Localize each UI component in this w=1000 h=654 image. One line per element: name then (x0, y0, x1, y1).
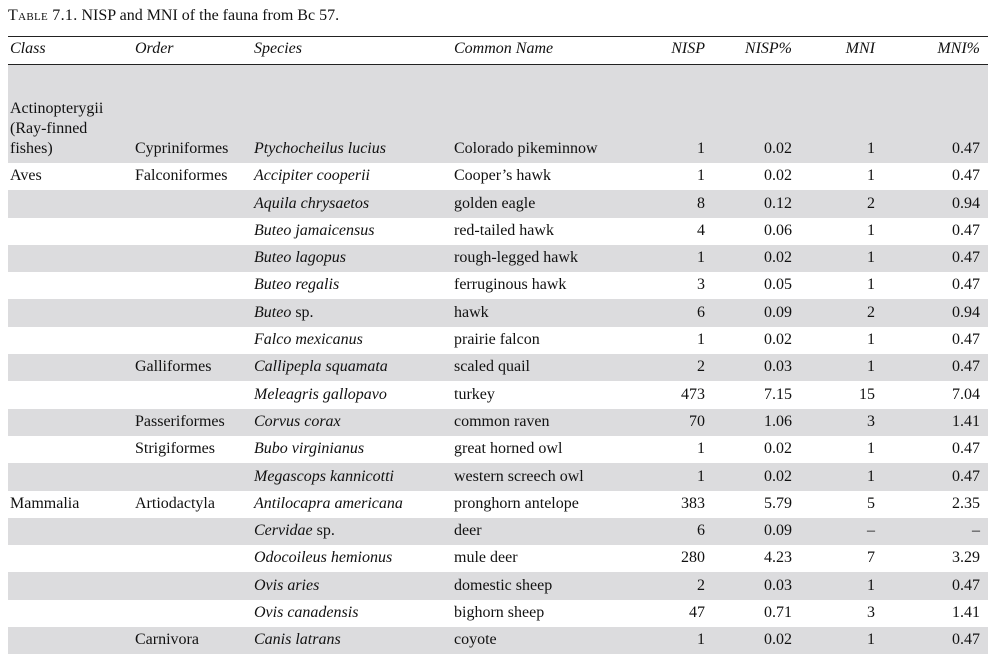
class-cell: Mammalia (10, 494, 80, 512)
nisp-pct-cell: 0.71 (764, 604, 792, 622)
mni-cell: 1 (867, 576, 875, 594)
mni-cell: 2 (867, 194, 875, 212)
table-row (8, 163, 988, 190)
common-name-cell: red-tailed hawk (454, 221, 554, 239)
mni-cell: 1 (867, 221, 875, 239)
header-order: Order (135, 40, 174, 57)
species-name: Antilocapra americana (254, 494, 403, 512)
nisp-cell: 6 (697, 303, 705, 321)
mni-cell: 3 (867, 412, 875, 430)
species-cell (254, 221, 374, 241)
mni-cell: 7 (867, 549, 875, 567)
species-name: Ptychocheilus lucius (254, 140, 386, 157)
common-name-cell: turkey (454, 385, 495, 403)
species-suffix: sp. (312, 522, 335, 540)
mni-pct-cell: 0.47 (952, 631, 980, 649)
header-nisp-pct: NISP% (744, 40, 792, 57)
caption-text: NISP and MNI of the fauna from Bc 57. (81, 7, 340, 24)
species-cell (254, 275, 339, 295)
nisp-cell: 383 (681, 494, 705, 512)
species-suffix: sp. (291, 303, 314, 321)
table-row (8, 381, 988, 408)
mni-pct-cell: 0.47 (952, 440, 980, 458)
class-cell: Aves (10, 167, 42, 185)
species-cell (254, 330, 363, 350)
species-cell (254, 576, 319, 596)
mni-pct-cell: 0.47 (952, 140, 980, 157)
species-cell (254, 521, 335, 541)
header-mni: MNI (845, 40, 875, 57)
species-name: Ovis aries (254, 576, 320, 594)
common-name-cell: Cooper’s hawk (454, 167, 552, 185)
table-row (8, 327, 988, 354)
common-name-cell: great horned owl (454, 440, 563, 458)
table-row (8, 600, 988, 627)
table-row (8, 299, 988, 326)
species-cell (254, 494, 403, 514)
nisp-pct-cell: 4.23 (764, 549, 792, 567)
species-cell (254, 630, 341, 650)
mni-pct-cell: 0.47 (952, 358, 980, 376)
nisp-pct-cell: 0.03 (764, 576, 792, 594)
nisp-pct-cell: 0.02 (764, 631, 792, 649)
nisp-cell: 1 (697, 440, 705, 458)
common-name-cell: domestic sheep (454, 576, 553, 594)
order-cell: Falconiformes (135, 167, 228, 185)
nisp-pct-cell: 0.06 (764, 221, 792, 239)
species-cell (254, 412, 341, 432)
nisp-pct-cell: 0.02 (764, 167, 792, 185)
mni-cell: 5 (867, 494, 875, 512)
nisp-pct-cell: 1.06 (764, 412, 792, 430)
nisp-cell: 1 (697, 631, 705, 649)
species-cell (254, 385, 387, 405)
order-cell: Passeriformes (135, 412, 225, 430)
nisp-cell: 1 (697, 167, 705, 185)
mni-pct-cell: 0.47 (952, 276, 980, 294)
nisp-cell: 6 (697, 522, 705, 540)
nisp-pct-cell: 0.05 (764, 276, 792, 294)
table-row (8, 627, 988, 654)
species-name: Buteo regalis (254, 276, 340, 294)
nisp-pct-cell: 5.79 (764, 494, 792, 512)
mni-cell: 1 (867, 140, 875, 157)
species-name: Aquila chrysaetos (254, 194, 370, 212)
order-cell: Galliformes (135, 358, 212, 376)
species-cell (254, 357, 388, 377)
species-name: Ovis canadensis (254, 604, 359, 622)
nisp-pct-cell: 0.02 (764, 467, 792, 485)
species-name: Callipepla squamata (254, 358, 388, 376)
common-name-cell: rough-legged hawk (454, 249, 578, 267)
mni-cell: 1 (867, 249, 875, 267)
mni-pct-cell: 7.04 (952, 385, 980, 403)
table-caption (8, 6, 339, 26)
table-row (8, 245, 988, 272)
table-row (8, 190, 988, 217)
mni-pct-cell: 2.35 (952, 494, 980, 512)
mni-pct-cell: 0.47 (952, 576, 980, 594)
species-name: Megascops kannicotti (254, 467, 394, 485)
nisp-cell: 1 (697, 467, 705, 485)
common-name-cell: mule deer (454, 549, 518, 567)
common-name-cell: prairie falcon (454, 331, 540, 349)
nisp-cell: 2 (697, 358, 705, 376)
mni-cell: 3 (867, 604, 875, 622)
table-row (8, 545, 988, 572)
order-cell: Strigiformes (135, 440, 215, 458)
species-name: Buteo jamaicensus (254, 221, 375, 239)
table-row (8, 65, 988, 163)
table-body (8, 65, 988, 654)
species-cell (254, 548, 392, 568)
mni-cell: 15 (859, 385, 875, 403)
species-name: Falco mexicanus (254, 331, 363, 349)
nisp-cell: 3 (697, 276, 705, 294)
mni-pct-cell: 0.47 (952, 331, 980, 349)
header-nisp: NISP (671, 40, 705, 57)
species-name: Odocoileus hemionus (254, 549, 393, 567)
common-name-cell: pronghorn antelope (454, 494, 579, 512)
nisp-pct-cell: 7.15 (764, 385, 792, 403)
species-name: Buteo (254, 303, 292, 321)
nisp-cell: 70 (689, 412, 705, 430)
common-name-cell: common raven (454, 412, 550, 430)
mni-cell: – (867, 522, 875, 540)
table-row (8, 272, 988, 299)
species-name: Accipiter cooperii (254, 167, 370, 185)
mni-cell: 1 (867, 276, 875, 294)
table-row (8, 491, 988, 518)
species-cell (254, 439, 364, 459)
mni-cell: 2 (867, 303, 875, 321)
nisp-pct-cell: 0.09 (764, 303, 792, 321)
species-name: Cervidae (254, 522, 313, 540)
mni-pct-cell: 0.94 (952, 303, 980, 321)
common-name-cell: ferruginous hawk (454, 276, 567, 294)
mni-pct-cell: 0.47 (952, 167, 980, 185)
common-name-cell: bighorn sheep (454, 604, 545, 622)
table-row (8, 436, 988, 463)
common-name-cell: scaled quail (454, 358, 530, 376)
nisp-pct-cell: 0.02 (764, 331, 792, 349)
species-cell (254, 603, 358, 623)
species-cell (254, 194, 369, 214)
mni-pct-cell: 0.47 (952, 249, 980, 267)
nisp-pct-cell: 0.02 (764, 440, 792, 458)
common-name-cell: hawk (454, 303, 489, 321)
order-cell: Artiodactyla (135, 494, 215, 512)
nisp-cell: 1 (697, 331, 705, 349)
common-name-cell: golden eagle (454, 194, 536, 212)
nisp-pct-cell: 0.09 (764, 522, 792, 540)
order-cell: Cypriniformes (135, 140, 229, 157)
common-name-cell: deer (454, 522, 482, 540)
common-name-cell: Colorado pikeminnow (454, 140, 598, 157)
nisp-cell: 1 (697, 140, 705, 157)
nisp-pct-cell: 0.02 (764, 249, 792, 267)
nisp-pct-cell: 0.02 (764, 140, 792, 157)
species-name: Canis latrans (254, 631, 341, 649)
mni-cell: 1 (867, 467, 875, 485)
species-cell (254, 303, 314, 323)
species-cell (254, 467, 394, 487)
table-row (8, 354, 988, 381)
species-cell (254, 166, 370, 186)
table-row (8, 218, 988, 245)
common-name-cell: western screech owl (454, 467, 584, 485)
table-row (8, 518, 988, 545)
nisp-pct-cell: 0.03 (764, 358, 792, 376)
species-name: Meleagris gallopavo (254, 385, 387, 403)
species-cell (254, 248, 346, 268)
mni-pct-cell: 0.94 (952, 194, 980, 212)
mni-pct-cell: – (972, 522, 980, 540)
nisp-cell: 473 (681, 385, 705, 403)
nisp-cell: 1 (697, 249, 705, 267)
species-cell (254, 139, 386, 159)
nisp-cell: 47 (689, 604, 705, 622)
table-row (8, 463, 988, 490)
mni-pct-cell: 3.29 (952, 549, 980, 567)
mni-cell: 1 (867, 167, 875, 185)
mni-cell: 1 (867, 358, 875, 376)
header-class: Class (10, 40, 46, 57)
table-row (8, 409, 988, 436)
header-mni-pct: MNI% (937, 40, 980, 57)
nisp-cell: 8 (697, 194, 705, 212)
mni-pct-cell: 1.41 (952, 604, 980, 622)
nisp-cell: 2 (697, 576, 705, 594)
species-name: Buteo lagopus (254, 249, 346, 267)
mni-pct-cell: 0.47 (952, 467, 980, 485)
species-name: Bubo virginianus (254, 440, 365, 458)
nisp-cell: 4 (697, 221, 705, 239)
fauna-table (8, 36, 988, 654)
class-cell: Actinopterygii (Ray-finned fishes) (10, 100, 104, 157)
mni-cell: 1 (867, 440, 875, 458)
caption-label: Table 7.1. (8, 7, 78, 24)
common-name-cell: coyote (454, 631, 497, 649)
mni-pct-cell: 0.47 (952, 221, 980, 239)
header-common-name: Common Name (454, 40, 554, 57)
species-name: Corvus corax (254, 412, 341, 430)
table-row (8, 572, 988, 599)
mni-cell: 1 (867, 631, 875, 649)
order-cell: Carnivora (135, 631, 199, 649)
nisp-pct-cell: 0.12 (764, 194, 792, 212)
table-header-row (8, 37, 988, 65)
mni-cell: 1 (867, 331, 875, 349)
header-species: Species (254, 40, 302, 57)
mni-pct-cell: 1.41 (952, 412, 980, 430)
nisp-cell: 280 (681, 549, 705, 567)
